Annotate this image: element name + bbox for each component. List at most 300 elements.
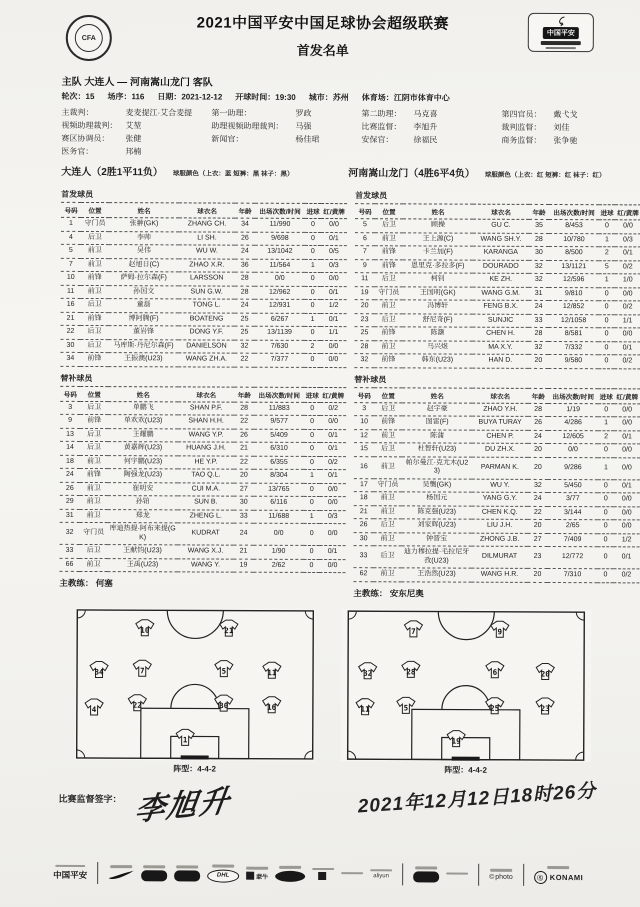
svg-text:21: 21 — [224, 625, 234, 635]
player-row — [354, 478, 640, 493]
player-jersey: ZHONG J.B. — [472, 533, 528, 547]
player-no: 25 — [354, 327, 374, 341]
player-name: 迪力穆拉提·毛拉尼牙孜(U23) — [402, 546, 472, 568]
official-entry — [61, 132, 211, 146]
nike-swoosh-icon — [108, 870, 134, 881]
official-entry — [61, 145, 211, 159]
match-info-item: 城市：苏州 — [308, 92, 349, 103]
player-age: 22 — [234, 353, 254, 367]
player-jersey: GU C. — [473, 219, 529, 233]
player-no: 32 — [354, 354, 374, 368]
player-shirt-icon — [136, 619, 154, 635]
document-header — [18, 7, 628, 72]
away-team-header — [348, 164, 627, 180]
table-header-row — [61, 202, 347, 218]
player-apps: 12/605 — [548, 430, 598, 444]
table-header-row — [354, 387, 640, 403]
player-jersey: BOATENG — [179, 312, 235, 326]
player-pos: 前卫 — [81, 258, 109, 272]
player-cards: 0/0 — [614, 506, 640, 520]
player-age: 35 — [529, 219, 549, 233]
sponsor-logo — [534, 866, 583, 884]
player-jersey: PARMAN K. — [472, 457, 528, 479]
player-row — [60, 544, 346, 559]
player-row — [354, 546, 640, 569]
player-goals: 0 — [305, 299, 321, 313]
official-name: 徐福民 — [413, 135, 438, 145]
player-row — [355, 219, 640, 234]
player-row — [354, 443, 640, 458]
sponsor-mark-logo — [318, 872, 328, 880]
svg-text:25: 25 — [490, 703, 500, 713]
player-name: 吴龑(GK) — [402, 478, 472, 492]
official-entry — [501, 134, 631, 148]
player-jersey: WANG H.R. — [471, 568, 527, 582]
home-subs-label: 替补球员 — [60, 373, 93, 383]
player-name: 博阿腾(F) — [109, 312, 179, 326]
away-team-name: 河南嵩山龙门（4胜6平4负） — [348, 168, 475, 180]
league-title: 2021中国平安中国足球协会超级联赛 — [196, 14, 450, 33]
player-jersey: LARSSON — [179, 272, 235, 286]
home-formation-label: 阵型：4-4-2 — [173, 763, 216, 774]
player-row — [60, 401, 346, 416]
player-no: 23 — [355, 313, 375, 327]
player-name: 孙铂 — [108, 496, 178, 510]
official-role: 第二助理： — [361, 109, 402, 119]
player-jersey: FENG B.X. — [473, 300, 529, 314]
column-header: 姓名 — [403, 204, 473, 219]
player-age: 26 — [235, 232, 255, 246]
player-apps: 9/580 — [548, 354, 598, 368]
player-name: 赵宇豪 — [402, 402, 472, 416]
player-row — [353, 568, 639, 583]
player-no: 7 — [355, 246, 375, 260]
player-name: 陈蒲 — [402, 429, 472, 443]
official-name: 马克喜 — [413, 109, 438, 119]
player-goals: 1 — [599, 233, 615, 247]
player-apps: 2/65 — [548, 519, 598, 533]
column-header: 年龄 — [234, 387, 254, 402]
player-row — [354, 416, 640, 431]
player-name: 王上源(C) — [403, 232, 473, 246]
player-apps: 0/0 — [548, 443, 598, 457]
column-header: 红/黄牌 — [321, 204, 347, 219]
player-apps: 4/286 — [548, 416, 598, 430]
player-goals: 0 — [599, 220, 615, 234]
player-name: 王献钧(U23) — [108, 545, 178, 559]
player-pos: 前锋 — [374, 416, 402, 430]
player-apps: 1/19 — [548, 403, 598, 417]
official-name: 艾堃 — [125, 121, 142, 131]
player-no: 14 — [60, 441, 80, 455]
logo-caption-bar — [110, 865, 132, 868]
titles — [197, 7, 450, 59]
player-apps: 12/1058 — [549, 314, 599, 328]
player-goals: 0 — [304, 402, 320, 416]
player-row — [60, 428, 346, 443]
player-apps: 12/772 — [548, 546, 598, 568]
svg-text:34: 34 — [94, 667, 104, 677]
player-no: 32 — [60, 522, 80, 544]
player-no: 21 — [61, 312, 81, 326]
player-row — [354, 327, 640, 342]
player-jersey: SUN G.W. — [179, 285, 235, 299]
official-entry — [211, 107, 361, 121]
player-no: 20 — [355, 300, 375, 314]
player-goals: 0 — [599, 287, 615, 301]
player-row — [354, 532, 640, 547]
logo-caption-bar — [548, 866, 570, 869]
player-cards: 0/0 — [614, 457, 640, 479]
official-entry — [61, 119, 211, 133]
column-header: 位置 — [81, 202, 109, 217]
match-info-row — [62, 91, 628, 104]
player-name: 何宇鹏(U23) — [108, 455, 178, 469]
player-apps: 7/377 — [254, 353, 304, 367]
player-no: 33 — [60, 544, 80, 558]
player-pos: 后卫 — [80, 441, 108, 455]
home-team-header — [61, 163, 340, 179]
player-no: 62 — [353, 568, 373, 582]
away-starters-table — [354, 203, 640, 369]
player-cards: 0/0 — [614, 417, 640, 431]
player-goals: 0 — [304, 496, 320, 510]
player-cards: 0/0 — [614, 328, 640, 342]
home-formation — [75, 607, 316, 774]
player-goals: 0 — [304, 442, 320, 456]
player-goals: 0 — [304, 429, 320, 443]
away-formation — [341, 609, 592, 776]
sponsor-logo — [53, 865, 87, 882]
player-goals: 0 — [304, 483, 320, 497]
away-starters-label: 首发球员 — [355, 191, 388, 201]
player-row — [355, 313, 640, 328]
player-name: 卡兰加(F) — [403, 246, 473, 260]
player-cards: 0/0 — [321, 273, 347, 287]
player-apps: 6/310 — [254, 442, 304, 456]
player-no: 3 — [60, 401, 80, 415]
logo-caption-bar — [212, 865, 234, 868]
player-name: 恩里克·多拉多(F) — [403, 259, 473, 273]
player-shirt-icon — [356, 698, 374, 714]
rosters — [59, 183, 639, 600]
player-goals: 1 — [598, 417, 614, 431]
sponsor-badge-subbar — [541, 41, 581, 45]
player-apps: 1/90 — [254, 545, 304, 559]
player-age: 25 — [234, 326, 254, 340]
player-age: 22 — [528, 506, 548, 520]
player-jersey: HAN D. — [472, 354, 528, 368]
sponsor-logo — [341, 872, 363, 877]
player-name: 马兴煜 — [402, 340, 472, 354]
column-header: 姓名 — [108, 386, 178, 401]
player-row — [60, 414, 346, 429]
table-header-row — [60, 386, 346, 402]
player-shirt-icon — [491, 621, 509, 637]
svg-text:7: 7 — [411, 626, 416, 636]
player-age: 33 — [529, 314, 549, 328]
column-header: 红/黄牌 — [320, 387, 346, 402]
player-cards: 0/2 — [613, 569, 639, 583]
officials-row — [61, 145, 627, 160]
player-apps: 8/453 — [549, 219, 599, 233]
official-role: 助理视频助理裁判： — [211, 121, 284, 131]
match-info-item: 日期：2021-12-12 — [157, 92, 223, 102]
player-pos: 后卫 — [374, 443, 402, 457]
player-name: 童磊 — [109, 299, 179, 313]
player-row — [60, 482, 346, 497]
player-pos: 前卫 — [373, 568, 401, 582]
player-age: 32 — [529, 260, 549, 274]
player-age: 28 — [235, 272, 255, 286]
player-cards: 0/1 — [615, 247, 640, 261]
player-age: 20 — [528, 443, 548, 457]
player-jersey: ZHAO Y.H. — [472, 403, 528, 417]
player-row — [354, 354, 640, 369]
player-no: 17 — [354, 478, 374, 492]
column-header: 年龄 — [529, 204, 549, 219]
player-shirt-icon — [486, 661, 504, 677]
player-no: 66 — [59, 558, 79, 572]
official-entry — [501, 108, 631, 122]
player-no: 31 — [60, 509, 80, 523]
player-apps: 3/144 — [548, 506, 598, 520]
player-jersey: LIU J.H. — [472, 519, 528, 533]
player-shirt-icon — [536, 697, 554, 713]
player-name: 郑龙 — [108, 509, 178, 523]
player-row — [355, 273, 640, 288]
official-name: 罗政 — [295, 108, 312, 118]
konami-logo — [534, 871, 583, 884]
logo-caption-bar — [312, 868, 334, 871]
sponsor-badge-text: 中国平安 — [543, 27, 579, 39]
official-entry — [361, 107, 501, 121]
player-apps: 12/962 — [255, 286, 305, 300]
player-no: 26 — [60, 482, 80, 496]
player-pos: 守门员 — [374, 478, 402, 492]
player-pos: 后卫 — [375, 219, 403, 233]
away-kit-colors: 球服颜色（上衣：红 短裤：红 袜子：红） — [484, 171, 606, 180]
player-apps: 5/450 — [548, 479, 598, 493]
column-header: 位置 — [375, 204, 403, 219]
copyright-icon: © — [489, 873, 495, 881]
home-coach-line — [59, 577, 345, 590]
official-role: 赛区协调员： — [61, 133, 110, 144]
player-cards: 0/1 — [321, 286, 347, 300]
player-shirt-icon — [486, 697, 504, 713]
official-entry — [211, 120, 361, 134]
player-row — [355, 259, 640, 274]
column-header: 球衣名 — [178, 386, 234, 401]
player-name: 王浩然(U23) — [401, 568, 471, 582]
svg-text:10: 10 — [140, 625, 150, 635]
logo-divider — [523, 864, 524, 886]
svg-text:5: 5 — [221, 666, 227, 676]
column-header: 红/黄牌 — [615, 205, 640, 220]
home-roster — [59, 183, 347, 599]
player-name: 钟晋宝 — [402, 532, 472, 546]
player-age: 24 — [529, 300, 549, 314]
player-no: 9 — [355, 259, 375, 273]
player-apps: 8/304 — [254, 469, 304, 483]
player-age: 28 — [234, 402, 254, 416]
player-row — [354, 456, 640, 479]
svg-text:11: 11 — [267, 667, 277, 677]
player-pos: 前锋 — [80, 468, 108, 482]
player-age: 21 — [234, 442, 254, 456]
player-pos: 前锋 — [81, 271, 109, 285]
player-name: 顾操 — [403, 219, 473, 233]
player-age: 25 — [235, 313, 255, 327]
player-shirt-icon — [133, 660, 151, 676]
player-row — [60, 509, 346, 524]
player-goals: 0 — [598, 403, 614, 417]
player-goals: 1 — [598, 457, 614, 479]
official-name: 张健 — [125, 134, 142, 144]
player-goals: 1 — [599, 274, 615, 288]
column-header: 红/黄牌 — [614, 388, 640, 403]
player-name: 帕尔曼江·克尤木(U23) — [402, 456, 472, 478]
cfa-logo-text: CFA — [75, 24, 103, 52]
player-jersey: ZHENG L. — [178, 509, 234, 523]
official-entry — [361, 133, 501, 147]
player-pos: 前卫 — [81, 244, 109, 258]
official-name: 邦楠 — [125, 147, 142, 157]
player-age: 28 — [529, 233, 549, 247]
player-age: 27 — [528, 533, 548, 547]
player-no: 21 — [354, 505, 374, 519]
player-row — [355, 286, 640, 301]
player-goals: 0 — [304, 545, 320, 559]
player-jersey: ZHANG CH. — [179, 218, 235, 232]
player-row — [354, 505, 640, 520]
player-goals: 0 — [304, 326, 320, 340]
player-goals: 0 — [597, 547, 613, 569]
player-apps: 7/630 — [254, 340, 304, 354]
player-goals: 0 — [304, 353, 320, 367]
player-name: 单鹏飞 — [108, 401, 178, 415]
player-row — [60, 352, 346, 367]
home-starters-table — [60, 202, 347, 368]
sponsor-logo — [275, 866, 305, 882]
sponsor-logo — [108, 865, 134, 881]
player-age: 31 — [529, 287, 549, 301]
player-no: 5 — [355, 219, 375, 233]
player-cards: 1/1 — [320, 327, 346, 341]
dhl-logo: DHL — [207, 869, 239, 882]
player-apps: 3/77 — [548, 492, 598, 506]
player-no: 16 — [61, 298, 81, 312]
signature-row — [58, 779, 624, 828]
player-jersey: WANG Y.P. — [178, 428, 234, 442]
player-name: 黄嘉辉(U23) — [108, 442, 178, 456]
player-jersey: SHAN P.F. — [178, 401, 234, 415]
player-apps: 9/810 — [549, 287, 599, 301]
player-apps: 8/500 — [549, 246, 599, 260]
player-pos: 前卫 — [80, 455, 108, 469]
sponsor-oval-logo — [275, 871, 305, 882]
column-header: 球衣名 — [472, 388, 528, 403]
player-no: 11 — [355, 273, 375, 287]
player-name: 单欢欢(U23) — [108, 415, 178, 429]
player-no: 33 — [354, 546, 374, 568]
sponsor-logo — [141, 865, 167, 881]
player-age: 30 — [529, 246, 549, 260]
player-row — [60, 495, 346, 510]
player-apps: 11/883 — [254, 402, 304, 416]
player-pos: 前卫 — [81, 285, 109, 299]
player-age: 24 — [234, 523, 254, 545]
sponsor-pill-logo — [141, 870, 167, 881]
photo-logo — [489, 873, 513, 880]
player-jersey: WU Y. — [472, 479, 528, 493]
official-name: 张争驰 — [553, 136, 578, 146]
home-starters-label: 首发球员 — [61, 189, 94, 200]
official-role: 第一助理： — [211, 108, 252, 118]
svg-text:20: 20 — [540, 668, 550, 679]
player-apps: 9/286 — [548, 457, 598, 479]
player-name: 吴伟 — [109, 245, 179, 259]
player-jersey: CHEN P. — [472, 430, 528, 444]
column-header: 位置 — [374, 387, 402, 402]
player-jersey: DILMURAT — [472, 546, 528, 568]
player-cards: 0/0 — [321, 219, 347, 233]
player-row — [60, 522, 346, 545]
player-no: 3 — [354, 402, 374, 416]
player-apps: 10/780 — [549, 233, 599, 247]
player-row — [61, 271, 347, 286]
player-cards: 1/1 — [615, 314, 640, 328]
official-role: 视频助理裁判： — [61, 120, 118, 131]
logo-square — [318, 872, 326, 880]
player-pos: 守门员 — [375, 286, 403, 300]
logo-caption-bar — [370, 869, 392, 872]
logo-caption-bar — [55, 865, 85, 868]
player-cards: 0/0 — [614, 444, 640, 458]
column-header: 球衣名 — [179, 203, 235, 218]
player-cards: 0/2 — [614, 355, 640, 369]
player-cards: 0/1 — [614, 341, 640, 355]
player-no: 30 — [354, 532, 374, 546]
home-pitch-diagram — [75, 607, 316, 760]
official-entry — [61, 106, 211, 120]
player-no: 15 — [354, 443, 374, 457]
player-shirt-icon — [536, 663, 554, 679]
column-header: 号码 — [60, 386, 80, 401]
official-name: 刘佳 — [553, 123, 570, 133]
player-apps: 11/688 — [254, 510, 304, 524]
player-apps: 6/355 — [254, 456, 304, 470]
match-info-item: 开球时间：19:30 — [235, 92, 296, 102]
player-jersey: SUN B. — [178, 496, 234, 510]
player-pos: 前锋 — [375, 259, 403, 273]
supervisor-signature: 李旭升 — [132, 783, 234, 828]
player-row — [355, 300, 640, 315]
player-shirt-icon — [402, 661, 420, 677]
player-pos: 前卫 — [374, 492, 402, 506]
player-goals: 1 — [304, 510, 320, 524]
player-age: 20 — [234, 469, 254, 483]
player-name: 图雷(F) — [402, 416, 472, 430]
player-pos: 前锋 — [80, 352, 108, 366]
player-age: 23 — [528, 546, 548, 568]
player-apps: 7/332 — [548, 341, 598, 355]
player-shirt-icon — [447, 730, 465, 746]
column-header: 姓名 — [402, 387, 472, 402]
player-age: 20 — [528, 457, 548, 479]
player-cards: 0/0 — [614, 520, 640, 534]
player-age: 32 — [234, 340, 254, 354]
